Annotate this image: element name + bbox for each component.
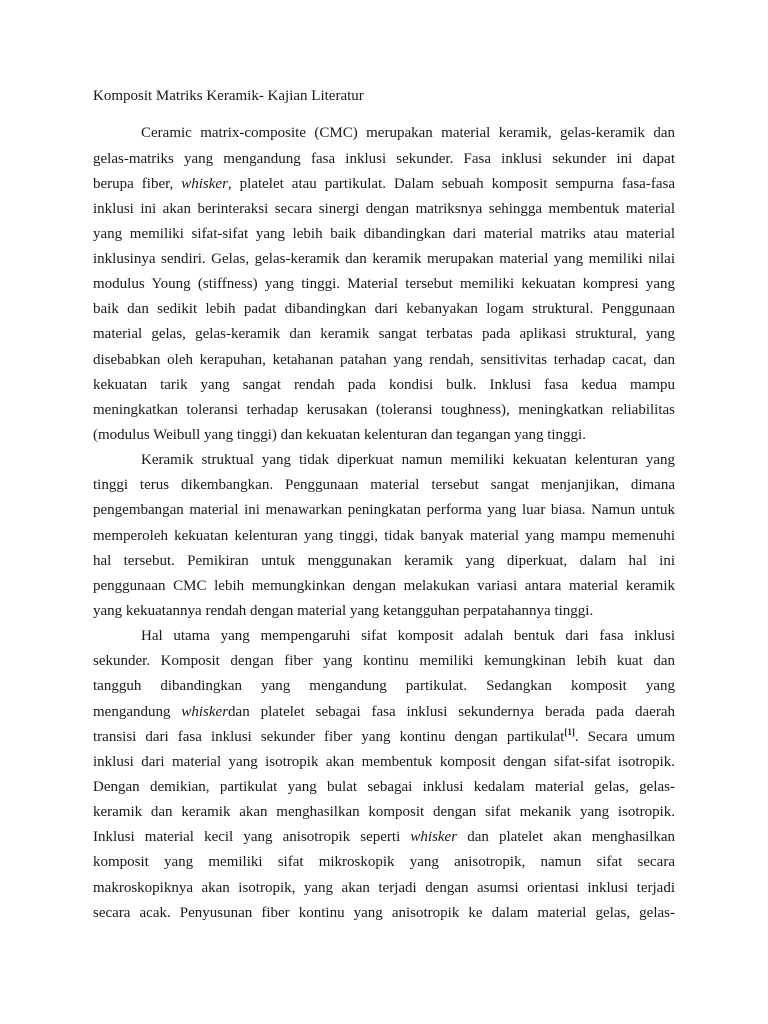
p3-line-3: tangguh dibandingkan yang mengandung partikulat. Sedangkan komposit yang: [93, 678, 675, 694]
p1-line-1: Ceramic matrix-composite (CMC) merupakan material keramik, gelas-keramik dan: [141, 125, 675, 141]
text-fragment: , platelet atau partikulat. Dalam sebuah komposit sempurna fasa-fasa: [227, 176, 675, 192]
p1-line-7: modulus Young (stiffness) yang tinggi. Material tersebut memiliki kekuatan kompresi yang: [93, 276, 675, 292]
p1-line-11: kekuatan tarik yang sangat rendah pada kondisi bulk. Inklusi fasa kedua mampu: [93, 377, 675, 393]
p1-line-12: meningkatkan toleransi terhadap kerusakan (toleransi toughness), meningkatkan reliabilitas: [93, 402, 675, 418]
p3-line-5: [93, 728, 675, 746]
italic-term: whisker: [181, 704, 229, 720]
text-fragment: mengandung: [93, 704, 171, 720]
p2-line-6: penggunaan CMC lebih memungkinkan dengan melakukan variasi antara material keramik: [93, 578, 675, 594]
p2-line-4: memperoleh kekuatan kelenturan yang tinggi, tidak banyak material yang mampu memenuhi: [93, 528, 675, 544]
text-fragment: . Secara umum: [574, 729, 675, 745]
italic-term: whisker: [181, 176, 228, 192]
italic-term: whisker: [410, 829, 458, 845]
text-fragment: berupa fiber,: [93, 176, 174, 192]
p1-line-13: (modulus Weibull yang tinggi) dan kekuatan kelenturan dan tegangan yang tinggi.: [93, 427, 586, 443]
p3-line-7: Dengan demikian, partikulat yang bulat sebagai inklusi kedalam material gelas, gelas-: [93, 779, 675, 795]
p3-line-2: sekunder. Komposit dengan fiber yang kontinu memiliki kemungkinan lebih kuat dan: [93, 653, 675, 669]
p3-line-12: secara acak. Penyusunan fiber kontinu yang anisotropik ke dalam material gelas, gelas-: [93, 905, 675, 921]
p1-line-10: disebabkan oleh kerapuhan, ketahanan patahan yang rendah, sensitivitas terhadap cacat, dan: [93, 352, 675, 368]
p2-line-7: yang kekuatannya rendah dengan material yang ketangguhan perpatahannya tinggi.: [93, 603, 594, 619]
p3-line-10: komposit yang memiliki sifat mikroskopik yang anisotropik, namun sifat secara: [93, 854, 675, 870]
p1-line-2: gelas-matriks yang mengandung fasa inklusi sekunder. Fasa inklusi sekunder ini dapat: [93, 151, 675, 167]
text-fragment: dan platelet akan menghasilkan: [467, 829, 676, 845]
p3-line-9: [93, 828, 675, 846]
text-fragment: dan platelet sebagai fasa inklusi sekundernya berada pada daerah: [228, 704, 675, 720]
text-fragment: transisi dari fasa inklusi sekunder fiber yang kontinu dengan partikulat: [93, 729, 565, 745]
p1-line-5: yang memiliki sifat-sifat yang lebih baik dibandingkan dari material matriks atau material: [93, 226, 675, 242]
p3-line-8: keramik dan keramik akan menghasilkan komposit dengan sifat mekanik yang isotropik.: [93, 804, 675, 820]
p2-line-3: pengembangan material ini menawarkan peningkatan performa yang luar biasa. Namun untuk: [93, 502, 675, 518]
text-fragment: Inklusi material kecil yang anisotropik seperti: [93, 829, 401, 845]
p3-line-11: makroskopiknya akan isotropik, yang akan terjadi dengan asumsi orientasi inklusi terjadi: [93, 880, 675, 896]
p3-line-4: [93, 703, 675, 721]
citation-ref: [1]: [564, 727, 575, 737]
p3-line-6: inklusi dari material yang isotropik akan membentuk komposit dengan sifat-sifat isotropik.: [93, 754, 675, 770]
p3-line-1: Hal utama yang mempengaruhi sifat komposit adalah bentuk dari fasa inklusi: [141, 628, 675, 644]
p2-line-2: tinggi terus dikembangkan. Penggunaan material tersebut sangat menjanjikan, dimana: [93, 477, 675, 493]
p2-line-1: Keramik struktual yang tidak diperkuat namun memiliki kekuatan kelenturan yang: [141, 452, 675, 468]
p1-line-8: baik dan sedikit lebih padat dibandingkan dari kebanyakan logam struktural. Penggunaan: [93, 301, 675, 317]
p1-line-3: [93, 175, 675, 193]
p1-line-6: inklusinya sendiri. Gelas, gelas-keramik dan keramik merupakan material yang memiliki nilai: [93, 251, 675, 267]
p2-line-5: hal tersebut. Pemikiran untuk menggunakan keramik yang diperkuat, dalam hal ini: [93, 553, 675, 569]
document-title: Komposit Matriks Keramik- Kajian Literatur: [93, 88, 364, 104]
p1-line-4: inklusi ini akan berinteraksi secara sinergi dengan matriksnya sehingga membentuk material: [93, 201, 675, 217]
p1-line-9: material gelas, gelas-keramik dan keramik sangat terbatas pada aplikasi struktural, yang: [93, 326, 675, 342]
